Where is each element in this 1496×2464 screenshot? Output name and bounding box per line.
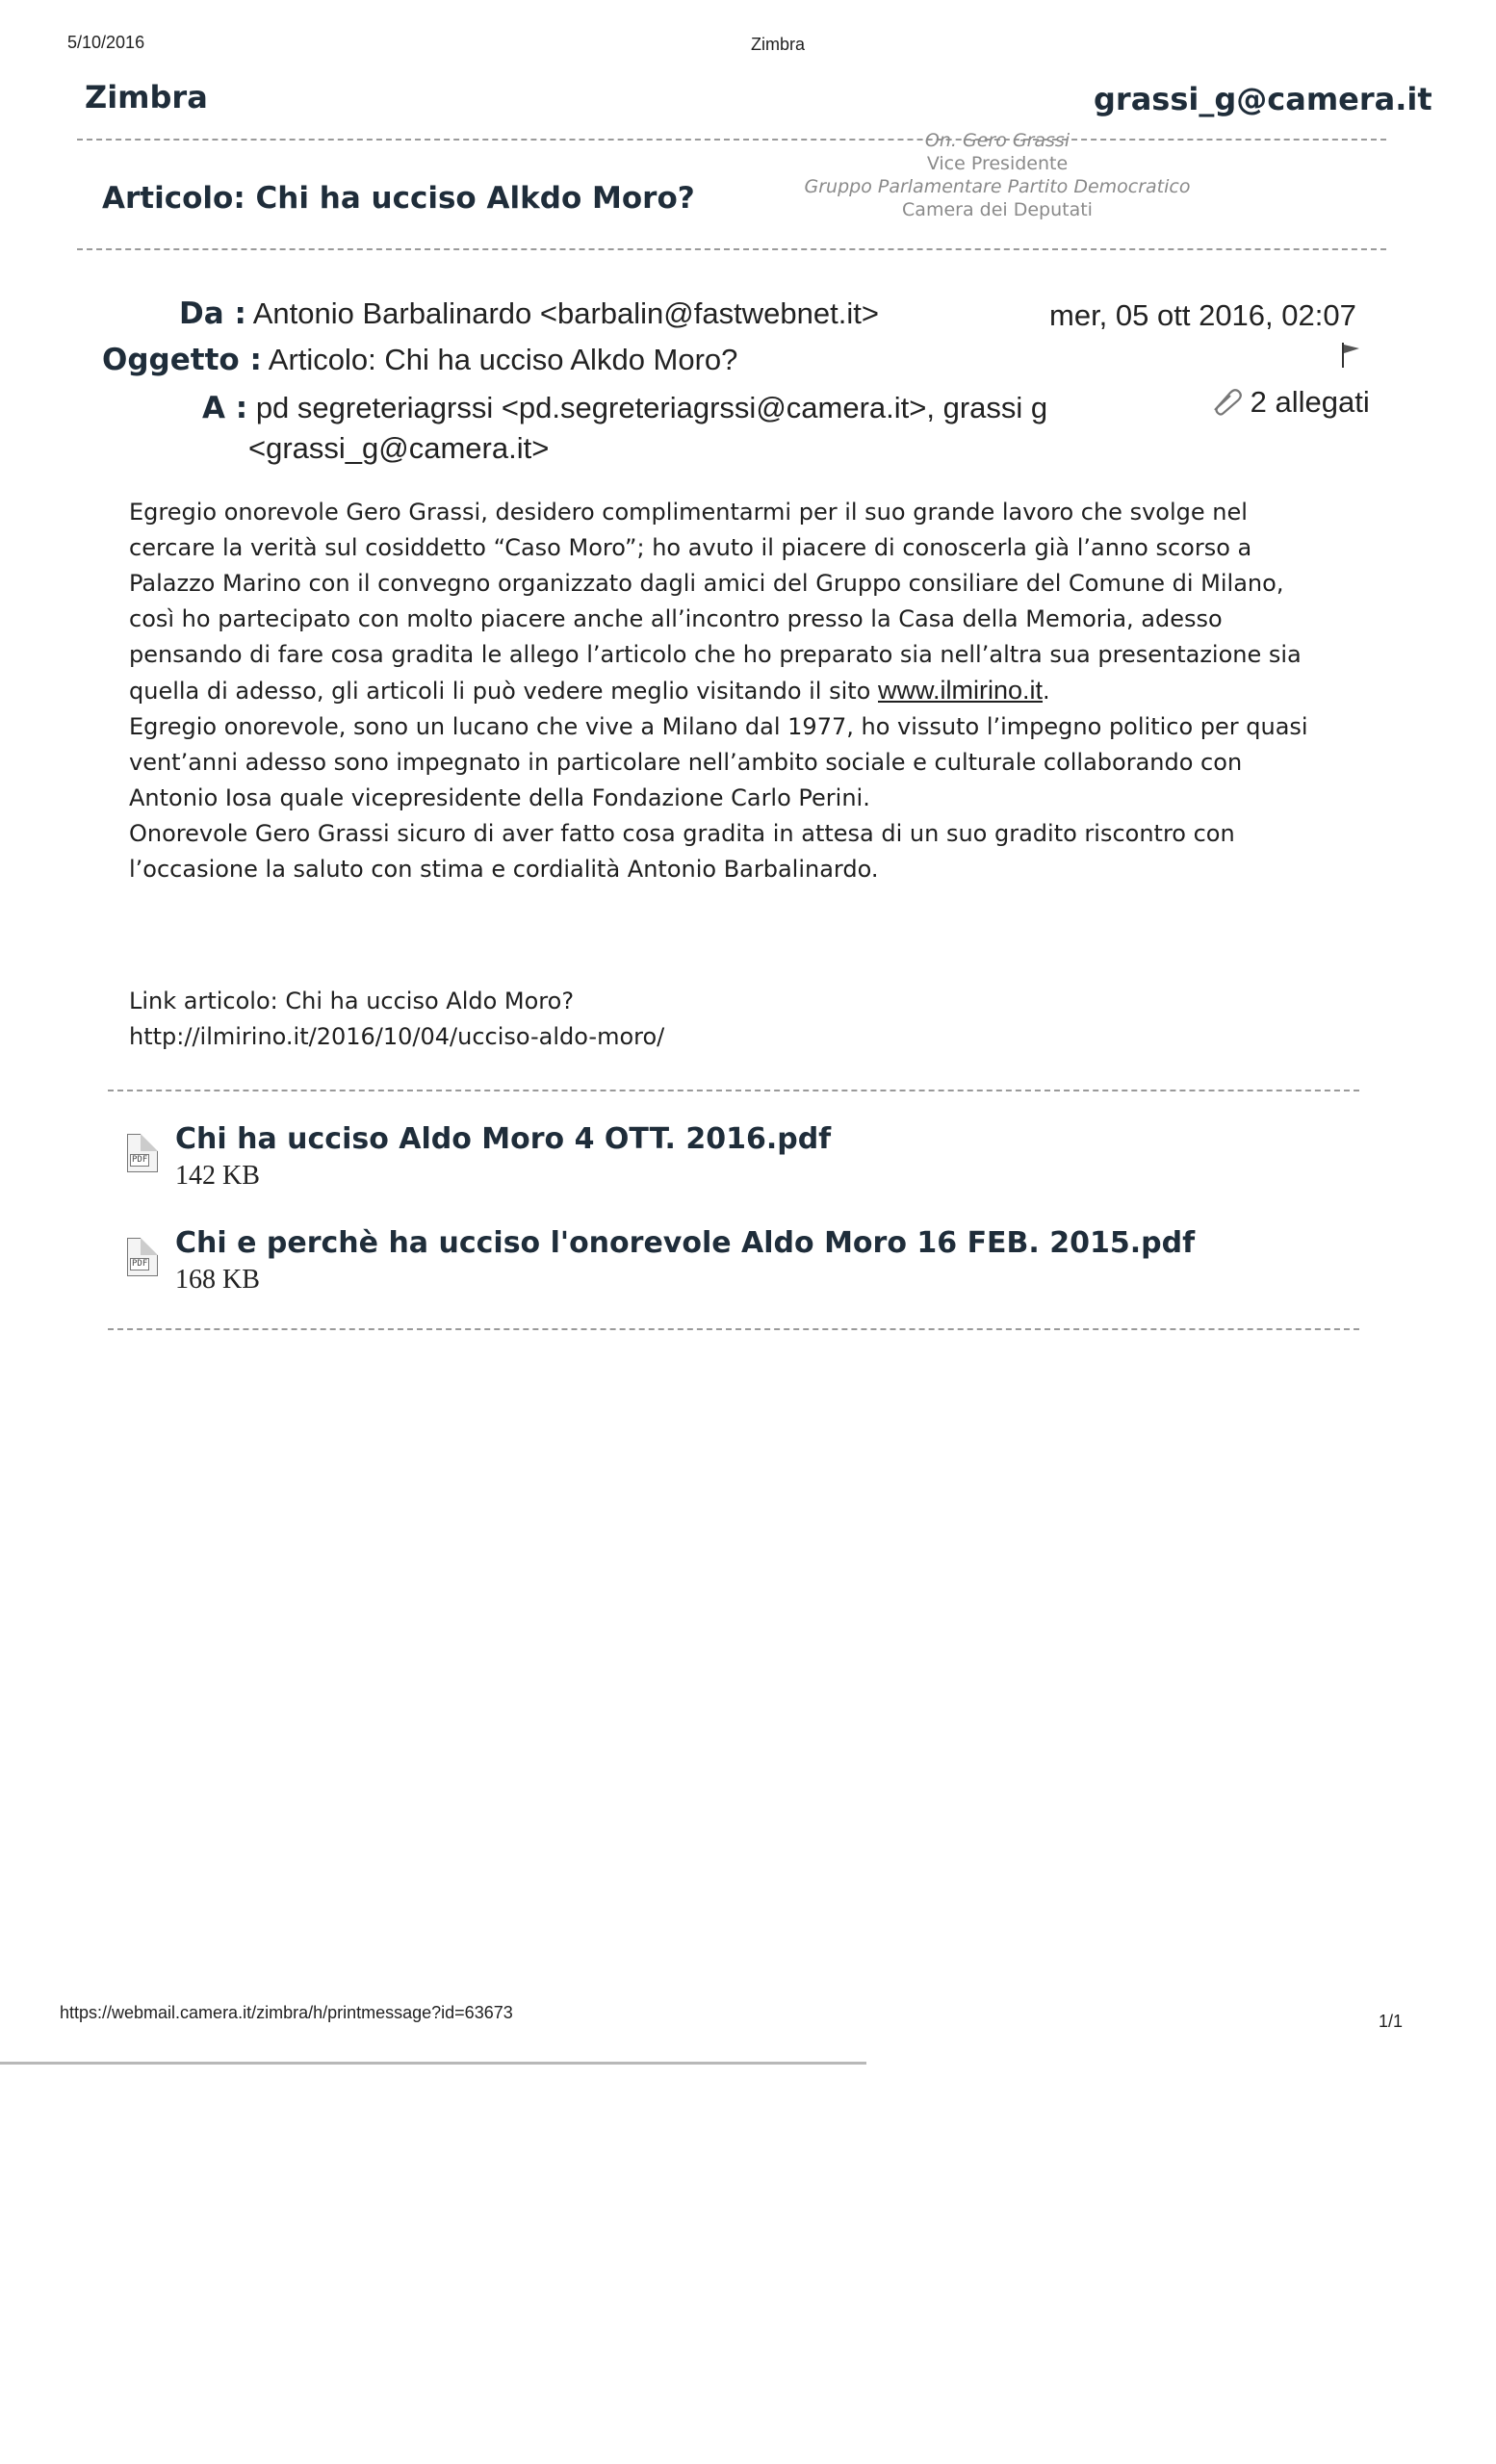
scan-edge bbox=[0, 2062, 866, 2065]
to-label: A : bbox=[202, 391, 248, 425]
body-line: pensando di fare cosa gradita le allego l’articolo che ho preparato sia nell’altra sua presentazione sia bbox=[129, 641, 1302, 668]
article-link-url[interactable]: http://ilmirino.it/2016/10/04/ucciso-aldo-moro/ bbox=[129, 1023, 665, 1050]
message-body bbox=[129, 495, 1380, 887]
subject-row bbox=[102, 343, 737, 377]
message-subject-title: Articolo: Chi ha ucciso Alkdo Moro? bbox=[102, 181, 695, 216]
body-line: Egregio onorevole, sono un lucano che vive a Milano dal 1977, ho vissuto l’impegno politico per quasi bbox=[129, 713, 1308, 740]
pdf-icon: PDF bbox=[127, 1238, 158, 1276]
subject-value: Articolo: Chi ha ucciso Alkdo Moro? bbox=[268, 343, 738, 376]
body-line: l’occasione la saluto con stima e cordialità Antonio Barbalinardo. bbox=[129, 856, 879, 883]
body-line: Palazzo Marino con il convegno organizzato dagli amici del Gruppo consiliare del Comune di Milano, bbox=[129, 570, 1284, 597]
stamp-line-2: Vice Presidente bbox=[926, 153, 1069, 174]
to-value-continued[interactable]: <grassi_g@camera.it> bbox=[248, 431, 550, 465]
to-row bbox=[202, 391, 1047, 425]
attachments-count: 2 allegati bbox=[1250, 385, 1370, 419]
from-value[interactable]: Antonio Barbalinardo <barbalin@fastwebnet.it> bbox=[252, 296, 879, 330]
print-url: https://webmail.camera.it/zimbra/h/printmessage?id=63673 bbox=[60, 2003, 513, 2022]
attachment-size: 142 KB bbox=[175, 1161, 260, 1191]
body-line: quella di adesso, gli articoli li può vedere meglio visitando il sito www.ilmirino.it. bbox=[129, 676, 1050, 705]
attachments-divider-bottom bbox=[108, 1328, 1359, 1330]
attachments-summary[interactable] bbox=[1209, 385, 1370, 420]
paperclip-icon bbox=[1209, 385, 1251, 419]
stamp-line-4: Camera dei Deputati bbox=[902, 199, 1093, 220]
body-line: così ho partecipato con molto piacere anche all’incontro presso la Casa della Memoria, adesso bbox=[129, 605, 1223, 632]
attachment-size: 168 KB bbox=[175, 1265, 260, 1295]
app-brand: Zimbra bbox=[85, 79, 208, 116]
stamp-line-1: On. Gero Grassi bbox=[924, 130, 1070, 151]
subject-label: Oggetto : bbox=[102, 343, 262, 377]
body-line: Antonio Iosa quale vicepresidente della Fondazione Carlo Perini. bbox=[129, 784, 870, 811]
subject-divider bbox=[77, 248, 1386, 250]
flag-icon[interactable] bbox=[1340, 341, 1363, 373]
page-number: 1/1 bbox=[1379, 2012, 1404, 2031]
print-title: Zimbra bbox=[751, 35, 806, 54]
stamp-line-3: Gruppo Parlamentare Partito Democratico bbox=[804, 176, 1191, 197]
pdf-icon: PDF bbox=[127, 1134, 158, 1172]
body-line: Onorevole Gero Grassi sicuro di aver fatto cosa gradita in attesa di un suo gradito riscontro con bbox=[129, 820, 1235, 847]
to-value[interactable]: pd segreteriagrssi <pd.segreteriagrssi@camera.it>, grassi g bbox=[255, 391, 1048, 424]
attachment-name[interactable]: Chi e perchè ha ucciso l'onorevole Aldo Moro 16 FEB. 2015.pdf bbox=[175, 1226, 1196, 1260]
article-link-label: Link articolo: Chi ha ucciso Aldo Moro? bbox=[129, 988, 575, 1014]
print-date: 5/10/2016 bbox=[67, 33, 145, 52]
body-line: vent’anni adesso sono impegnato in particolare nell’ambito sociale e culturale collaborando con bbox=[129, 749, 1243, 776]
message-date: mer, 05 ott 2016, 02:07 bbox=[1049, 298, 1356, 332]
website-link[interactable]: www.ilmirino.it bbox=[878, 676, 1044, 705]
body-line: Egregio onorevole Gero Grassi, desidero complimentarmi per il suo grande lavoro che svolge nel bbox=[129, 499, 1248, 526]
account-email: grassi_g@camera.it bbox=[1094, 81, 1432, 117]
parliament-stamp bbox=[776, 129, 1219, 221]
from-row bbox=[179, 296, 879, 331]
attachment-name[interactable]: Chi ha ucciso Aldo Moro 4 OTT. 2016.pdf bbox=[175, 1122, 832, 1156]
from-label: Da : bbox=[179, 296, 246, 331]
attachments-divider-top bbox=[108, 1090, 1359, 1091]
body-line: cercare la verità sul cosiddetto “Caso Moro”; ho avuto il piacere di conoscerla già l’anno scorso a bbox=[129, 534, 1252, 561]
